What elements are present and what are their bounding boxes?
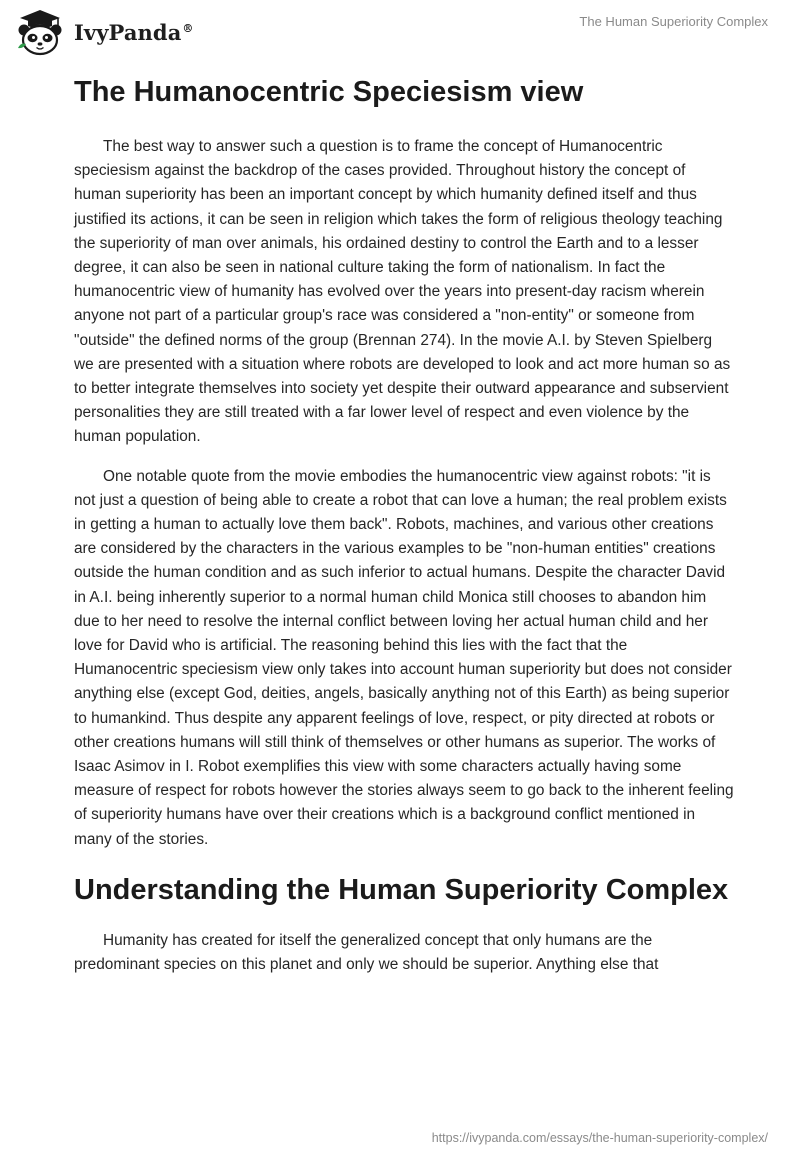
essay-content: [74, 72, 734, 992]
section-heading-superiority-complex: Understanding the Human Superiority Complex: [74, 873, 729, 906]
source-url[interactable]: https://ivypanda.com/essays/the-human-superiority-complex/: [431, 1131, 768, 1145]
panda-mascot-icon: [14, 8, 66, 56]
paragraph: The best way to answer such a question is to frame the concept of Humanocentric speciesism against the backdrop of the cases provided. Throughout history the concept of human superiority has been an important concept by which humanity defined itself and thus justified its actions, it can be seen in religion which takes the form of religious theology teaching the superiority of man over animals, his ordained destiny to control the Earth and to a lesser degree, it can also be seen in national culture taking the form of nationalism. In fact the humanocentric view of humanity has evolved over the years into present-day racism wherein anyone not part of a particular group's race was considered a "non-entity" or someone from "outside" the defined norms of the group (Brennan 274). In the movie A.I. by Steven Spielberg we are presented with a situation where robots are developed to look and act more human so as to better integrate themselves into society yet despite their outward appearance and subservient personalities they are still treated with a far lower level of respect and even violence by the human population.: [74, 138, 731, 446]
paragraph: Humanity has created for itself the generalized concept that only humans are the predominant species on this planet and only we should be superior. Anything else that: [74, 931, 659, 974]
section-heading-speciesism: The Humanocentric Speciesism view: [74, 76, 584, 108]
page-header: [0, 0, 800, 64]
document-title: The Human Superiority Complex: [579, 14, 768, 29]
logo-wordmark: IvyPanda®: [74, 19, 194, 45]
paragraph: One notable quote from the movie embodies the humanocentric view against robots: "it is not just a question of being able to create a robot that can love a human; the real problem exists in getting a human to actually love them back". Robots, machines, and various other creations are considered by the characters in the various examples to be "non-human entities" creations outside the human condition and as such inferior to actual humans. Despite the character David in A.I. being inherently superior to a normal human child Monica still chooses to abandon him due to her need to resolve the internal conflict between loving her actual human child and her love for David who is artificial. The reasoning behind this lies with the fact that the Humanocentric speciesism view only takes into account human superiority but does not consider anything else (except God, deities, angels, basically anything not of this Earth) as being superior to humankind. Thus despite any apparent feelings of love, respect, or pity directed at robots or other creations humans will still think of themselves or other humans as superior. The works of Isaac Asimov in I. Robot exemplifies this view with some characters actually having some measure of respect for robots however the stories always seem to go back to the inherent feeling of superiority humans have over their creations which is a background conflict mentioned in many of the stories.: [74, 467, 734, 848]
ivypanda-logo[interactable]: [14, 8, 194, 56]
